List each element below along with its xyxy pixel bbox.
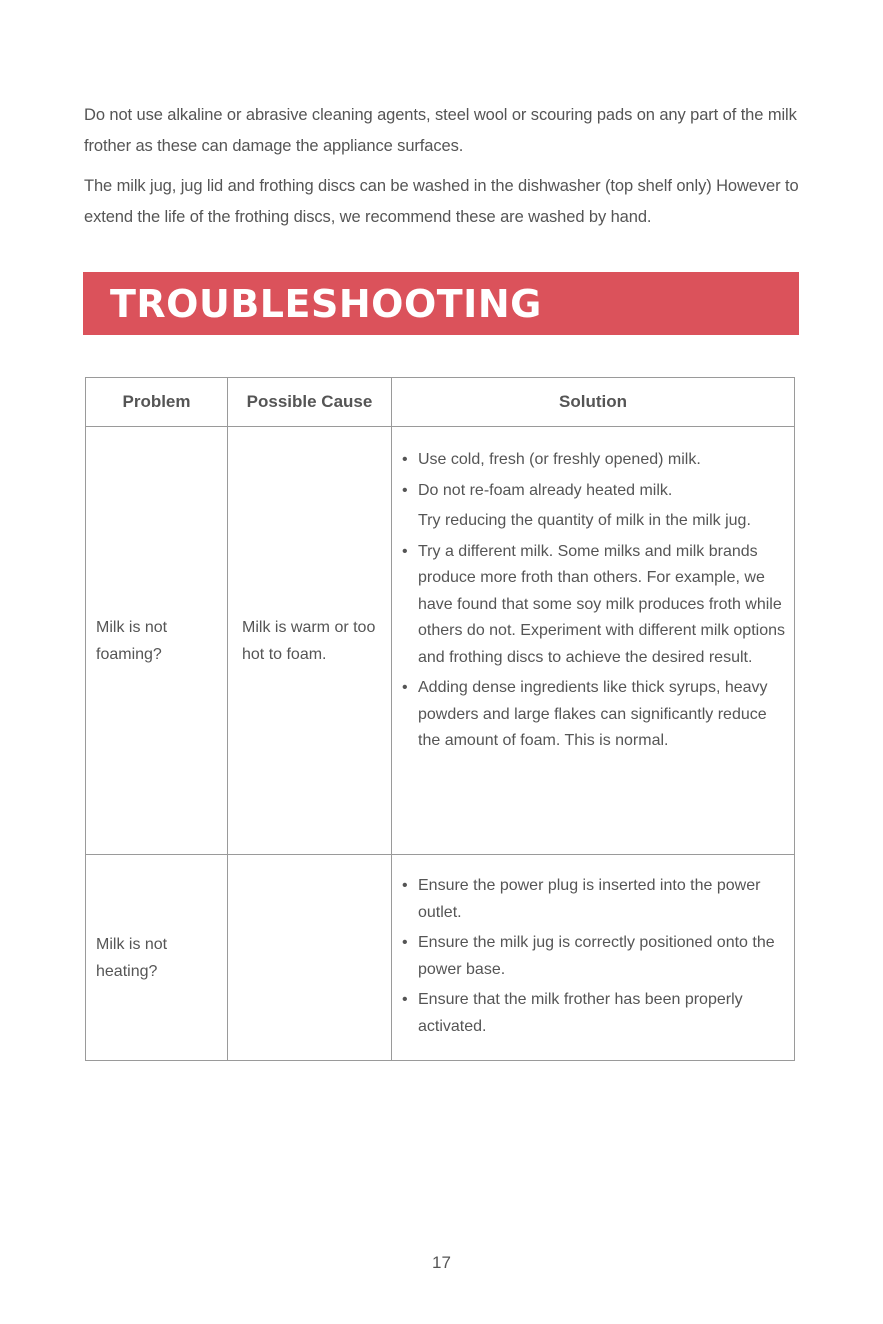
intro-text: Do not use alkaline or abrasive cleaning agents, steel wool or scouring pads on any part of the milk frother as these can damage the appliance surfaces. — [84, 106, 797, 155]
solution-item: • Ensure the power plug is inserted into the power outlet. — [418, 873, 788, 926]
page-number: 17 — [432, 1253, 451, 1272]
table-row — [86, 427, 795, 855]
solution-item: • Do not re-foam already heated milk. — [418, 478, 788, 505]
section-banner — [83, 272, 799, 335]
solution-list — [392, 427, 794, 755]
solution-item: Try reducing the quantity of milk in the milk jug. — [418, 512, 751, 529]
solution-item: • Ensure that the milk frother has been properly activated. — [418, 987, 788, 1040]
solution-item: • Try a different milk. Some milks and milk brands produce more froth than others. For example, we have found that some soy milk produces froth while others do not. Experiment with different milk options and frothing discs to achieve the desired result. — [418, 539, 788, 672]
section-title: TROUBLESHOOTING — [110, 282, 542, 326]
solution-cell — [392, 855, 795, 1061]
header-solution: Solution — [392, 378, 795, 427]
header-problem: Problem — [86, 378, 228, 427]
problem-cell: Milk is not foaming? — [86, 427, 228, 855]
intro-paragraph-cleaning-agents — [84, 100, 814, 162]
intro-text: The milk jug, jug lid and frothing discs can be washed in the dishwasher (top shelf only) However to extend the life of the frothing discs, we recommend these are washed by hand. — [84, 177, 799, 226]
intro-paragraph-dishwasher — [84, 171, 814, 233]
solution-cell — [392, 427, 795, 855]
solution-item: • Use cold, fresh (or freshly opened) milk. — [418, 447, 788, 474]
cause-cell: Milk is warm or too hot to foam. — [228, 427, 392, 855]
cause-cell — [228, 855, 392, 1061]
table-row — [86, 855, 795, 1061]
problem-cell: Milk is not heating? — [86, 855, 228, 1061]
solution-list — [392, 855, 794, 1040]
solution-item: • Ensure the milk jug is correctly positioned onto the power base. — [418, 930, 788, 983]
header-possible-cause: Possible Cause — [228, 378, 392, 427]
solution-item: • Adding dense ingredients like thick syrups, heavy powders and large flakes can significantly reduce the amount of foam. This is normal. — [418, 675, 788, 755]
troubleshooting-table — [85, 377, 795, 1061]
table-header-row — [86, 378, 795, 427]
